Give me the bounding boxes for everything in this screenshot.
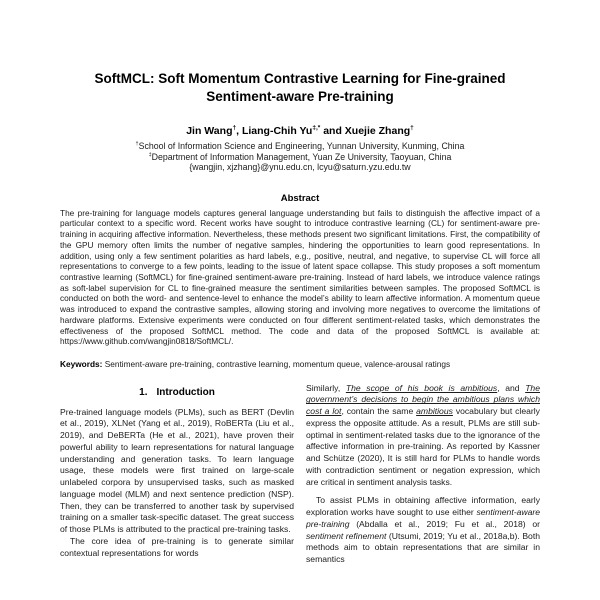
left-column [60, 383, 294, 566]
intro-right-paragraph-2: To assist PLMs in obtaining affective information, early exploration works have sought to use either sentiment-aware pre-training (Abdalla et al., 2019; Fu et al., 2018) or sentiment refinement (Utsumi, 2019; Yu et al., 2018a,b). Both methods aim to obtain representations that are similar in semantics [306, 495, 541, 565]
section-heading-introduction [60, 387, 294, 398]
affiliation-line-1: †School of Information Science and Engineering, Yunnan University, Kunming, China [135, 141, 465, 151]
email-line: {wangjin, xjzhang}@ynu.edu.cn, lcyu@saturn.yzu.edu.tw [189, 162, 411, 173]
intro-right-paragraph-1: Similarly, The scope of his book is ambitious, and The government’s decisions to begin the ambitious plans which cost a lot, contain the same ambitious vocabulary but clearly express the opposite attitude. As a result, PLMs are still sub-optimal in sentiment-related tasks due to the ignorance of the affective information in pre-training. As reported by Kassner and Schütze (2020), It is still hard for PLMs to handle words with contradiction sentiment or negation expression, which are critical in sentiment analysis tasks. [306, 382, 540, 487]
intro-left-paragraph-1: Pre-trained language models (PLMs), such as BERT (Devlin et al., 2019), XLNet (Yang et al., 2019), RoBERTa (Liu et al., 2019), and DeBERTa (He et al., 2021), have proven their powerful ability to learn representations for natural language understanding and generation tasks. To learn language usage, these models were first trained on large-scale unlabeled corpora by unsupervised tasks, such as masked language model (MLM) and next sentence prediction (NSP). Then, they can be transferred to another task by supervised training on a smaller task-specific dataset. The great success of those PLMs is attributed to the practical pre-training tasks. [60, 406, 294, 535]
paper-title: SoftMCL: Soft Momentum Contrastive Learning for Fine-grained Sentiment-aware Pre-training [94, 71, 506, 104]
keywords-label: Keywords: [60, 358, 103, 369]
abstract-heading: Abstract [280, 192, 320, 204]
section-label: Introduction [156, 386, 215, 398]
keywords-line [60, 359, 540, 370]
section-number: 1. [139, 386, 148, 398]
right-column [306, 383, 540, 566]
authors-line: Jin Wang†, Liang-Chih Yu‡,* and Xuejie Zhang† [186, 124, 414, 137]
abstract-body: The pre-training for language models captures general language understanding but fails to distinguish the affective impact of a particular context to a specific word. Recent works have sought to introduce contrastive learning (CL) for sentiment-aware pre-training in acquiring affective information. Nevertheless, these methods present two significant limitations. First, the compatibility of the GPU memory often limits the number of negative samples, hindering the opportunities to learn good representations. In addition, using only a few sentiment polarities as hard labels, e.g., positive, neutral, and negative, to supervise CL will force all representations to converge to a few points, leading to the issue of latent space collapse. This study proposes a soft momentum contrastive learning (SoftMCL) for fine-grained sentiment-aware pre-training. Instead of hard labels, we introduce valence ratings as soft-label supervision for CL to fine-grained measure the sentiment similarities between samples. The proposed SoftMCL is conducted on both the word- and sentence-level to enhance the model’s ability to learn affective information. A momentum queue was introduced to expand the contrastive samples, allowing storing and involving more negatives to overcome the limitations of hardware platforms. Extensive experiments were conducted on four different sentiment-related tasks, which demonstrates the effectiveness of the proposed SoftMCL method. The code and data of the proposed SoftMCL is available at: https://www.github.com/wangjin0818/SoftMCL/. [60, 207, 540, 347]
intro-left-paragraph-2: The core idea of pre-training is to generate similar contextual representations for words [60, 535, 294, 558]
body-columns [60, 383, 540, 566]
affiliation-line-2: ‡Department of Information Management, Yuan Ze University, Taoyuan, China [148, 151, 452, 162]
keywords-text: Sentiment-aware pre-training, contrastive learning, momentum queue, valence-arousal ratings [102, 358, 451, 369]
